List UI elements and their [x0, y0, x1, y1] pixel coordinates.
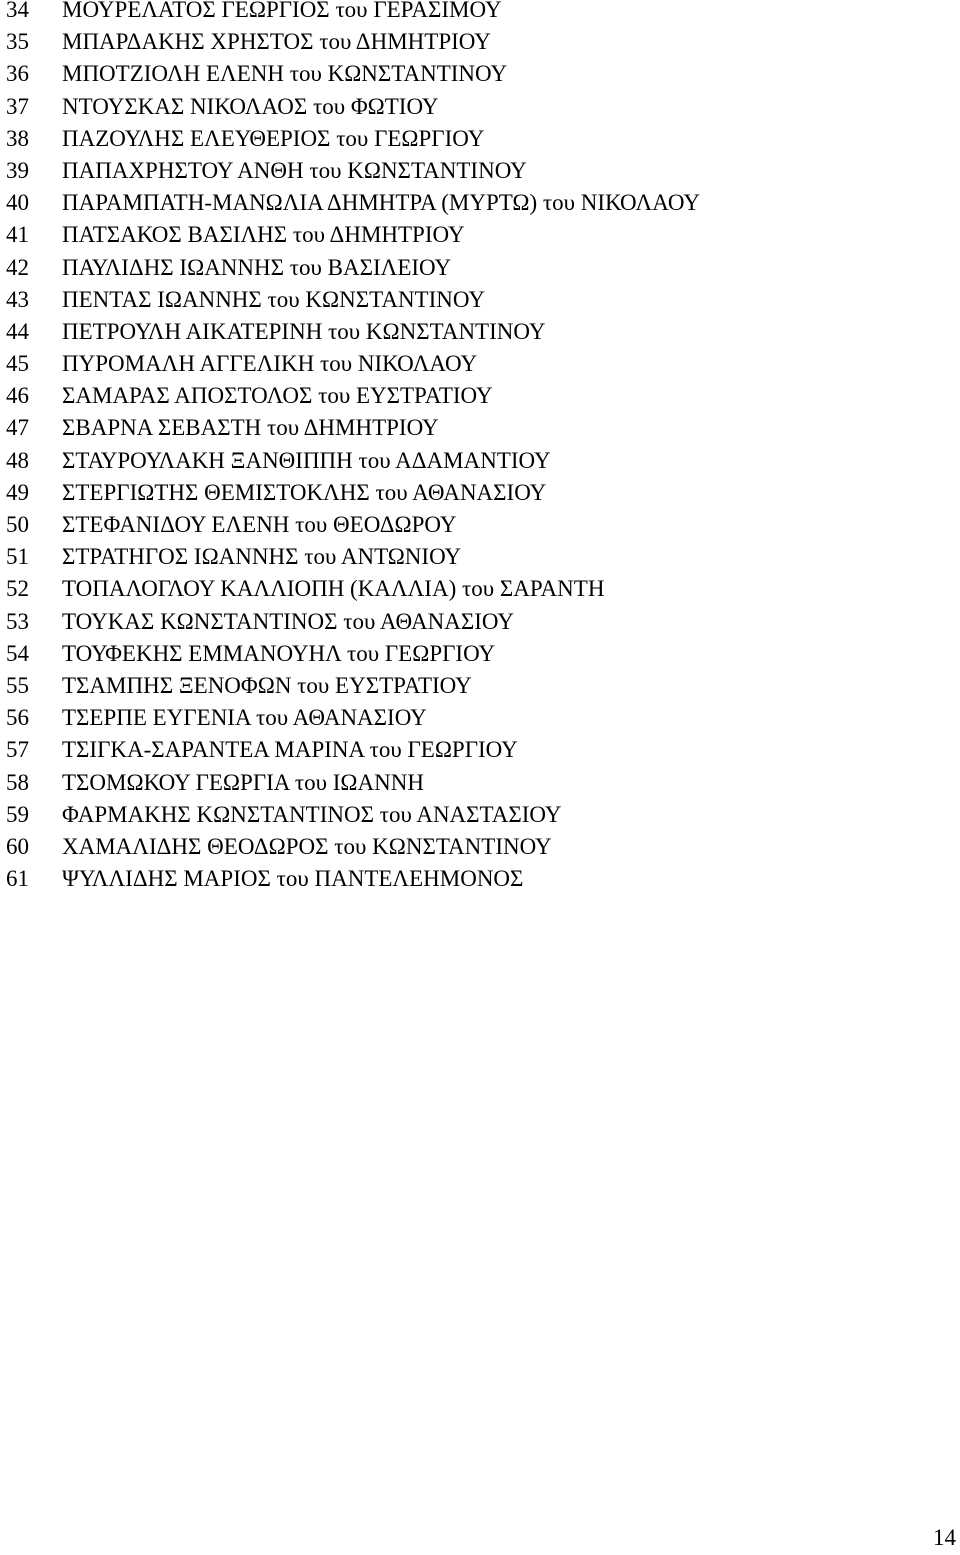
- entry-number: 52: [6, 576, 29, 602]
- entry-name: ΤΟΥΦΕΚΗΣ ΕΜΜΑΝΟΥΗΛ του ΓΕΩΡΓΙΟΥ: [62, 640, 496, 666]
- entry-name: ΣΒΑΡΝΑ ΣΕΒΑΣΤΗ του ΔΗΜΗΤΡΙΟΥ: [62, 415, 439, 441]
- entry-name: ΠΑΤΣΑΚΟΣ ΒΑΣΙΛΗΣ του ΔΗΜΗΤΡΙΟΥ: [62, 222, 465, 248]
- entry-name: ΝΤΟΥΣΚΑΣ ΝΙΚΟΛΑΟΣ του ΦΩΤΙΟΥ: [62, 93, 439, 119]
- entry-name: ΠΑΡΑΜΠΑΤΗ-ΜΑΝΩΛΙΑ ΔΗΜΗΤΡΑ (ΜΥΡΤΩ) του ΝΙΚΟΛΑΟΥ: [62, 190, 700, 216]
- page-number: 14: [933, 1525, 956, 1550]
- entry-number: 48: [6, 447, 29, 473]
- entry-number: 37: [6, 93, 29, 119]
- entry-number: 38: [6, 125, 29, 151]
- entry-name: ΜΟΥΡΕΛΑΤΟΣ ΓΕΩΡΓΙΟΣ του ΓΕΡΑΣΙΜΟΥ: [62, 0, 502, 22]
- entry-number: 53: [6, 608, 29, 634]
- entry-name: ΠΑΖΟΥΛΗΣ ΕΛΕΥΘΕΡΙΟΣ του ΓΕΩΡΓΙΟΥ: [62, 125, 485, 151]
- entry-number: 61: [6, 866, 29, 892]
- entry-number: 46: [6, 383, 29, 409]
- entry-number: 42: [6, 254, 29, 280]
- entry-name: ΤΟΠΑΛΟΓΛΟΥ ΚΑΛΛΙΟΠΗ (ΚΑΛΛΙΑ) του ΣΑΡΑΝΤΗ: [62, 576, 605, 602]
- entry-number: 34: [6, 0, 29, 22]
- entry-number: 36: [6, 61, 29, 87]
- entry-number: 57: [6, 737, 29, 763]
- entry-number: 54: [6, 640, 29, 666]
- entry-name: ΠΕΤΡΟΥΛΗ ΑΙΚΑΤΕΡΙΝΗ του ΚΩΝΣΤΑΝΤΙΝΟΥ: [62, 318, 546, 344]
- entry-name: ΜΠΟΤΖΙΟΛΗ ΕΛΕΝΗ του ΚΩΝΣΤΑΝΤΙΝΟΥ: [62, 61, 508, 87]
- entry-name: ΣΤΡΑΤΗΓΟΣ ΙΩΑΝΝΗΣ του ΑΝΤΩΝΙΟΥ: [62, 544, 462, 570]
- entry-name: ΠΕΝΤΑΣ ΙΩΑΝΝΗΣ του ΚΩΝΣΤΑΝΤΙΝΟΥ: [62, 286, 485, 312]
- entry-name: ΤΣΟΜΩΚΟΥ ΓΕΩΡΓΙΑ του ΙΩΑΝΝΗ: [62, 769, 424, 795]
- entry-name: ΣΑΜΑΡΑΣ ΑΠΟΣΤΟΛΟΣ του ΕΥΣΤΡΑΤΙΟΥ: [62, 383, 493, 409]
- entry-number: 49: [6, 479, 29, 505]
- entry-name: ΧΑΜΑΛΙΔΗΣ ΘΕΟΔΩΡΟΣ του ΚΩΝΣΤΑΝΤΙΝΟΥ: [62, 833, 552, 859]
- entry-number: 59: [6, 801, 29, 827]
- entry-number: 39: [6, 157, 29, 183]
- entry-number: 58: [6, 769, 29, 795]
- entry-number: 45: [6, 351, 29, 377]
- entry-number: 55: [6, 672, 29, 698]
- entry-name: ΤΣΑΜΠΗΣ ΞΕΝΟΦΩΝ του ΕΥΣΤΡΑΤΙΟΥ: [62, 672, 472, 698]
- entry-name: ΦΑΡΜΑΚΗΣ ΚΩΝΣΤΑΝΤΙΝΟΣ του ΑΝΑΣΤΑΣΙΟΥ: [62, 801, 562, 827]
- entry-name: ΣΤΑΥΡΟΥΛΑΚΗ ΞΑΝΘΙΠΠΗ του ΑΔΑΜΑΝΤΙΟΥ: [62, 447, 551, 473]
- entry-number: 51: [6, 544, 29, 570]
- entry-name: ΠΑΠΑΧΡΗΣΤΟΥ ΑΝΘΗ του ΚΩΝΣΤΑΝΤΙΝΟΥ: [62, 157, 527, 183]
- entry-name: ΣΤΕΦΑΝΙΔΟΥ ΕΛΕΝΗ του ΘΕΟΔΩΡΟΥ: [62, 512, 457, 537]
- entry-name: ΤΟΥΚΑΣ ΚΩΝΣΤΑΝΤΙΝΟΣ του ΑΘΑΝΑΣΙΟΥ: [62, 608, 514, 634]
- entry-name: ΜΠΑΡΔΑΚΗΣ ΧΡΗΣΤΟΣ του ΔΗΜΗΤΡΙΟΥ: [62, 29, 491, 55]
- entry-name: ΠΥΡΟΜΑΛΗ ΑΓΓΕΛΙΚΗ του ΝΙΚΟΛΑΟΥ: [62, 351, 478, 377]
- entry-name: ΤΣΙΓΚΑ-ΣΑΡΑΝΤΕΑ ΜΑΡΙΝΑ του ΓΕΩΡΓΙΟΥ: [62, 737, 518, 763]
- entry-name: ΣΤΕΡΓΙΩΤΗΣ ΘΕΜΙΣΤΟΚΛΗΣ του ΑΘΑΝΑΣΙΟΥ: [62, 479, 547, 505]
- entry-number: 40: [6, 190, 29, 216]
- entry-number: 43: [6, 286, 29, 312]
- entry-number: 50: [6, 512, 29, 537]
- entry-number: 56: [6, 705, 29, 731]
- entry-name: ΨΥΛΛΙΔΗΣ ΜΑΡΙΟΣ του ΠΑΝΤΕΛΕΗΜΟΝΟΣ: [62, 866, 524, 892]
- entry-name: ΤΣΕΡΠΕ ΕΥΓΕΝΙΑ του ΑΘΑΝΑΣΙΟΥ: [62, 705, 427, 731]
- entry-number: 47: [6, 415, 29, 441]
- entry-number: 41: [6, 222, 29, 248]
- entry-number: 60: [6, 833, 29, 859]
- entry-name: ΠΑΥΛΙΔΗΣ ΙΩΑΝΝΗΣ του ΒΑΣΙΛΕΙΟΥ: [62, 254, 452, 280]
- entry-number: 44: [6, 318, 29, 344]
- entry-number: 35: [6, 29, 29, 55]
